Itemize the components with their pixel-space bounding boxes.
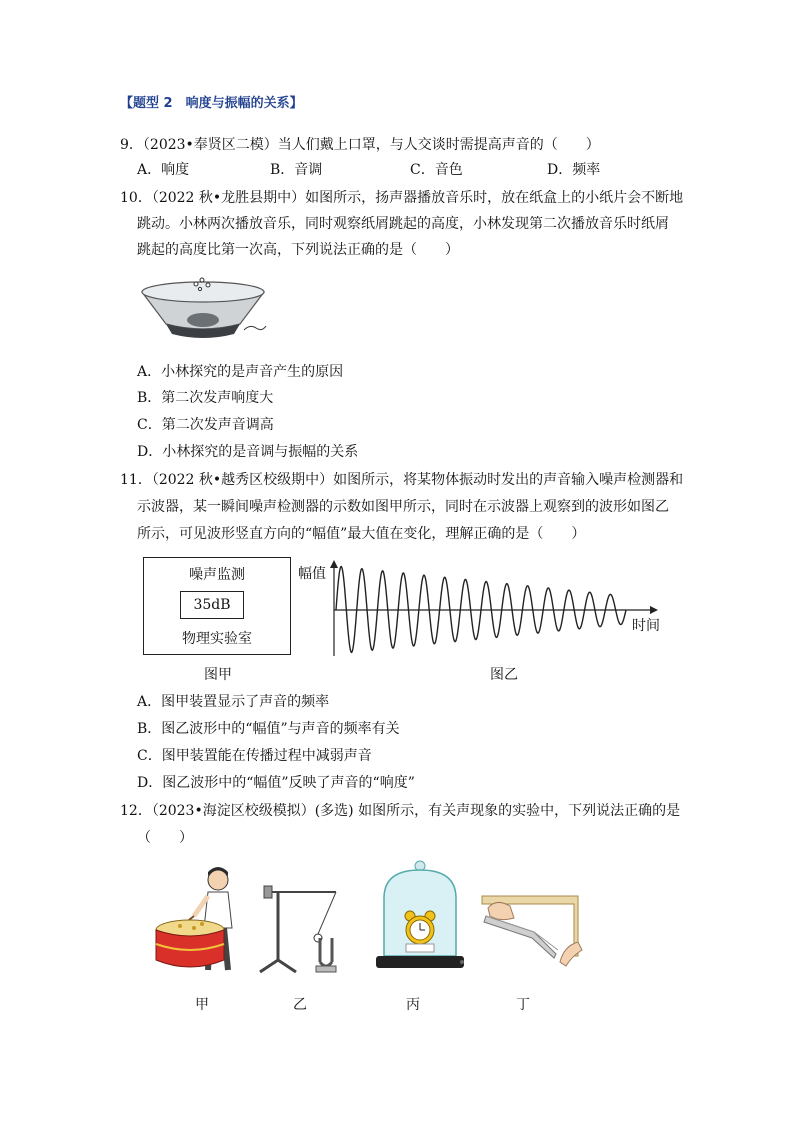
q10-option-b: B．第二次发声响度大: [137, 390, 274, 406]
q10-line1: 10．（2022 秋•龙胜县期中）如图所示，扬声器播放音乐时，放在纸盒上的小纸片会不断地: [120, 190, 684, 206]
q11-option-c: C．图甲装置能在传播过程中减弱声音: [137, 748, 372, 764]
waveform-figure: [296, 560, 668, 660]
q9-option-a: A．响度: [137, 162, 190, 178]
speaker-illustration: [138, 272, 268, 344]
q10-line3: 跳起的高度比第一次高，下列说法正确的是（ ）: [137, 242, 459, 258]
x-axis-label: 时间: [632, 618, 660, 634]
q11-line2: 示波器，某一瞬间噪声检测器的示数如图甲所示，同时在示波器上观察到的波形如图乙: [137, 499, 669, 515]
caption-fig-bing: 丙: [406, 997, 420, 1013]
q10-option-d: D．小林探究的是音调与振幅的关系: [137, 444, 359, 460]
ruler-figure: [478, 892, 588, 974]
caption-fig-ding: 丁: [516, 997, 530, 1013]
q11-option-d: D．图乙波形中的“幅值”反映了声音的“响度”: [137, 775, 415, 791]
q9-option-b: B．音调: [270, 162, 323, 178]
q12-line1: 12．（2023•海淀区校级模拟）(多选) 如图所示，有关声现象的实验中，下列说法正确的是: [120, 803, 681, 819]
monitor-location: 物理实验室: [182, 631, 252, 647]
drum-figure: [154, 864, 254, 982]
y-axis-arrow: [330, 560, 338, 568]
caption-yi: 图乙: [490, 667, 518, 683]
q11-line3: 所示，可见波形竖直方向的“幅值”最大值在变化，理解正确的是（ ）: [137, 526, 586, 542]
section-heading: 【题型 2 响度与振幅的关系】: [120, 96, 303, 111]
noise-monitor-panel: [143, 557, 291, 655]
q10-line2: 跳动。小林两次播放音乐，同时观察纸屑跳起的高度，小林发现第二次播放音乐时纸屑: [137, 216, 669, 232]
q12-line2: （ ）: [137, 830, 193, 846]
y-axis-label: 幅值: [298, 566, 326, 582]
q9-option-d: D．频率: [547, 162, 601, 178]
q9-option-c: C．音色: [410, 162, 463, 178]
monitor-title: 噪声监测: [189, 567, 245, 583]
x-axis-arrow: [650, 606, 658, 614]
caption-fig-yi: 乙: [293, 997, 307, 1013]
monitor-reading: 35dB: [180, 591, 244, 619]
q11-option-a: A．图甲装置显示了声音的频率: [137, 694, 330, 710]
caption-fig-jia: 甲: [195, 997, 209, 1013]
q10-option-a: A．小林探究的是声音产生的原因: [137, 364, 344, 380]
q10-option-c: C．第二次发声音调高: [137, 417, 274, 433]
q11-option-b: B．图乙波形中的“幅值”与声音的频率有关: [137, 721, 400, 737]
q9-stem: 9．（2023•奉贤区二模）当人们戴上口罩，与人交谈时需提高声音的（ ）: [120, 137, 600, 153]
tuning-fork-figure: [256, 882, 352, 978]
caption-jia: 图甲: [204, 667, 232, 683]
bell-jar-figure: [370, 858, 470, 976]
q11-line1: 11．（2022 秋•越秀区校级期中）如图所示，将某物体振动时发出的声音输入噪声检测器和: [120, 472, 684, 488]
